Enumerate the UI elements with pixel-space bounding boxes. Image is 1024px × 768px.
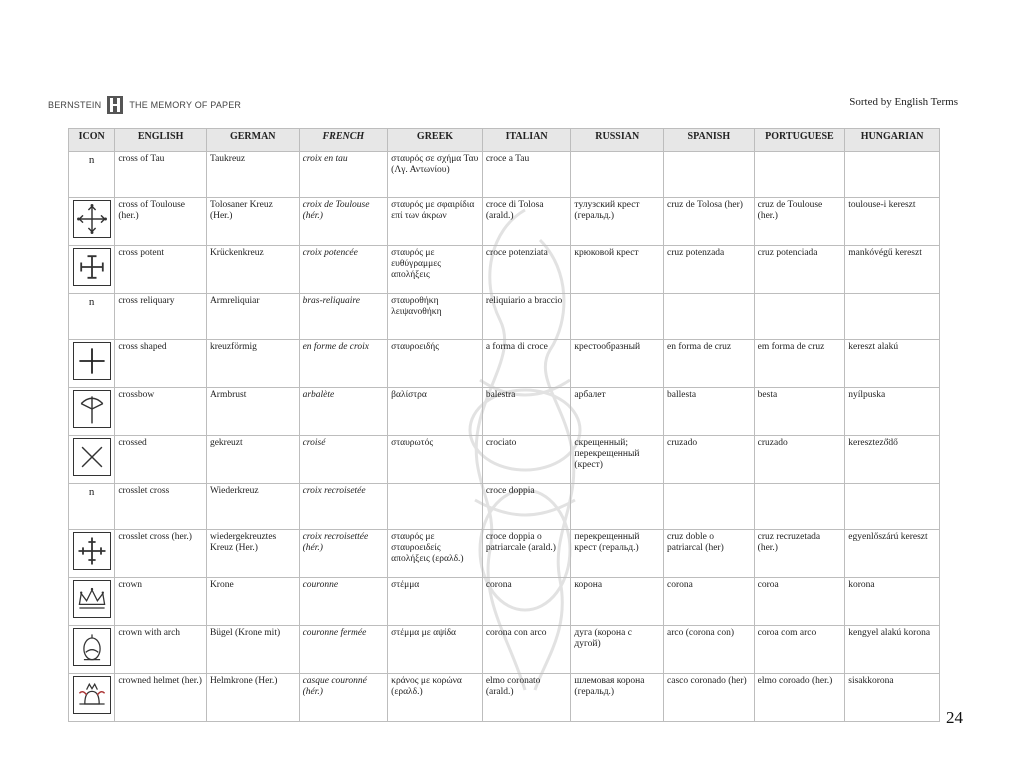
icon-cell: [69, 198, 115, 246]
cell-greek: κράνος με κορώνα (εραλδ.): [388, 674, 483, 722]
icon-cell: [69, 246, 115, 294]
column-header-hungarian: HUNGARIAN: [845, 129, 940, 152]
column-header-icon: ICON: [69, 129, 115, 152]
icon-cell: [69, 484, 115, 530]
icon-cell: [69, 152, 115, 198]
cell-english: crossbow: [115, 388, 207, 436]
table-header-row: [69, 129, 940, 152]
cell-german: kreuzförmig: [206, 340, 299, 388]
cell-italian: croce potenziata: [482, 246, 571, 294]
icon-letter: n: [88, 296, 95, 308]
cell-french: croix de Toulouse (hér.): [299, 198, 388, 246]
icon-cell: [69, 578, 115, 626]
icon-cell: [69, 436, 115, 484]
column-header-german: GERMAN: [206, 129, 299, 152]
cell-spanish: arco (corona con): [664, 626, 755, 674]
cell-german: Armbrust: [206, 388, 299, 436]
cell-greek: σταυροειδής: [388, 340, 483, 388]
cell-italian: croce doppia o patriarcale (arald.): [482, 530, 571, 578]
cell-italian: elmo coronato (arald.): [482, 674, 571, 722]
cell-russian: шлемовая корона (геральд.): [571, 674, 664, 722]
cell-hungarian: egyenlőszárú kereszt: [845, 530, 940, 578]
crossbow-icon: [73, 390, 111, 428]
cell-french: croix recroisettée (hér.): [299, 530, 388, 578]
cell-spanish: en forma de cruz: [664, 340, 755, 388]
table-row: [69, 484, 940, 530]
cell-portuguese: [754, 484, 845, 530]
cell-greek: σταυρός με ευθύγραμμες απολήξεις: [388, 246, 483, 294]
cell-english: crown with arch: [115, 626, 207, 674]
column-header-greek: GREEK: [388, 129, 483, 152]
cell-italian: corona con arco: [482, 626, 571, 674]
cell-portuguese: besta: [754, 388, 845, 436]
cell-spanish: casco coronado (her): [664, 674, 755, 722]
table-row: [69, 626, 940, 674]
cell-portuguese: cruz potenciada: [754, 246, 845, 294]
column-header-italian: ITALIAN: [482, 129, 571, 152]
page-number: 24: [946, 708, 963, 727]
cell-spanish: [664, 152, 755, 198]
cell-hungarian: kengyel alakú korona: [845, 626, 940, 674]
cell-russian: арбалет: [571, 388, 664, 436]
cell-russian: скрещенный; перекрещенный (крест): [571, 436, 664, 484]
cell-spanish: [664, 484, 755, 530]
cell-french: croix recroisetée: [299, 484, 388, 530]
cell-hungarian: mankóvégű kereszt: [845, 246, 940, 294]
cell-spanish: cruz potenzada: [664, 246, 755, 294]
cell-german: Krone: [206, 578, 299, 626]
cell-russian: крюковой крест: [571, 246, 664, 294]
cell-spanish: cruz de Tolosa (her): [664, 198, 755, 246]
cell-italian: balestra: [482, 388, 571, 436]
crossed-icon: [73, 438, 111, 476]
cell-portuguese: cruzado: [754, 436, 845, 484]
table-row: [69, 578, 940, 626]
column-header-french: FRENCH: [299, 129, 388, 152]
crowned-helmet-icon: [73, 676, 111, 714]
cross-shaped-icon: [73, 342, 111, 380]
cell-german: Bügel (Krone mit): [206, 626, 299, 674]
cell-french: couronne: [299, 578, 388, 626]
cell-italian: crociato: [482, 436, 571, 484]
cell-portuguese: coroa com arco: [754, 626, 845, 674]
cell-hungarian: korona: [845, 578, 940, 626]
table-row: [69, 674, 940, 722]
crosslet-cross-icon: [73, 532, 111, 570]
document-header: [48, 96, 958, 120]
cell-german: Tolosaner Kreuz (Her.): [206, 198, 299, 246]
cell-english: crowned helmet (her.): [115, 674, 207, 722]
icon-cell: [69, 294, 115, 340]
cell-french: casque couronné (hér.): [299, 674, 388, 722]
crown-with-arch-icon: [73, 628, 111, 666]
cell-russian: тулузский крест (геральд.): [571, 198, 664, 246]
cell-english: crosslet cross: [115, 484, 207, 530]
sort-label: Sorted by English Terms: [849, 96, 958, 108]
cell-french: croix potencée: [299, 246, 388, 294]
cell-greek: σταυρός με σταυροειδείς απολήξεις (εραλδ.): [388, 530, 483, 578]
cell-spanish: [664, 294, 755, 340]
cell-spanish: cruzado: [664, 436, 755, 484]
cell-hungarian: nyílpuska: [845, 388, 940, 436]
cell-spanish: corona: [664, 578, 755, 626]
icon-cell: [69, 674, 115, 722]
icon-letter: n: [88, 154, 95, 166]
cell-hungarian: kereszt alakú: [845, 340, 940, 388]
cell-german: gekreuzt: [206, 436, 299, 484]
cell-portuguese: em forma de cruz: [754, 340, 845, 388]
cell-russian: [571, 152, 664, 198]
cell-german: Wiederkreuz: [206, 484, 299, 530]
table-row: [69, 388, 940, 436]
cell-portuguese: [754, 294, 845, 340]
logo-text-left: BERNSTEIN: [48, 100, 102, 110]
cross-of-toulouse-icon: [73, 200, 111, 238]
cell-italian: a forma di croce: [482, 340, 571, 388]
cell-greek: σταυρός σε σχήμα Ταυ (Λγ. Αντωνίου): [388, 152, 483, 198]
cell-portuguese: coroa: [754, 578, 845, 626]
logo-mark-icon: [107, 96, 123, 114]
table-body: [69, 152, 940, 722]
column-header-russian: RUSSIAN: [571, 129, 664, 152]
cell-english: cross potent: [115, 246, 207, 294]
table-row: [69, 530, 940, 578]
table-row: [69, 198, 940, 246]
cell-french: bras-reliquaire: [299, 294, 388, 340]
cell-english: cross of Toulouse (her.): [115, 198, 207, 246]
column-header-spanish: SPANISH: [664, 129, 755, 152]
cell-german: wiedergekreuztes Kreuz (Her.): [206, 530, 299, 578]
cell-english: cross shaped: [115, 340, 207, 388]
table-row: [69, 152, 940, 198]
icon-cell: [69, 530, 115, 578]
cell-greek: στέμμα: [388, 578, 483, 626]
column-header-portuguese: PORTUGUESE: [754, 129, 845, 152]
cell-hungarian: [845, 152, 940, 198]
cell-italian: croce di Tolosa (arald.): [482, 198, 571, 246]
cell-portuguese: cruz recruzetada (her.): [754, 530, 845, 578]
table-row: [69, 294, 940, 340]
bernstein-logo: [48, 96, 241, 114]
icon-cell: [69, 388, 115, 436]
cell-italian: reliquiario a braccio: [482, 294, 571, 340]
table-row: [69, 340, 940, 388]
cell-greek: βαλίστρα: [388, 388, 483, 436]
cell-english: cross of Tau: [115, 152, 207, 198]
icon-cell: [69, 340, 115, 388]
cell-german: Armreliquiar: [206, 294, 299, 340]
cell-hungarian: [845, 484, 940, 530]
cell-french: croisé: [299, 436, 388, 484]
cell-russian: [571, 484, 664, 530]
cell-portuguese: [754, 152, 845, 198]
cell-english: crosslet cross (her.): [115, 530, 207, 578]
cell-greek: σταυρωτός: [388, 436, 483, 484]
cell-hungarian: keresztező̈dő: [845, 436, 940, 484]
cell-greek: στέμμα με αψίδα: [388, 626, 483, 674]
cell-italian: corona: [482, 578, 571, 626]
cell-russian: дуга (корона с дугой): [571, 626, 664, 674]
cell-italian: croce a Tau: [482, 152, 571, 198]
crown-icon: [73, 580, 111, 618]
cell-greek: [388, 484, 483, 530]
cell-english: crossed: [115, 436, 207, 484]
cell-italian: croce doppia: [482, 484, 571, 530]
cell-german: Krückenkreuz: [206, 246, 299, 294]
cell-english: crown: [115, 578, 207, 626]
cell-russian: [571, 294, 664, 340]
cross-potent-icon: [73, 248, 111, 286]
cell-french: en forme de croix: [299, 340, 388, 388]
cell-spanish: cruz doble o patriarcal (her): [664, 530, 755, 578]
logo-text-right: THE MEMORY OF PAPER: [129, 100, 242, 110]
cell-portuguese: cruz de Toulouse (her.): [754, 198, 845, 246]
icon-letter: n: [88, 486, 95, 498]
cell-german: Helmkrone (Her.): [206, 674, 299, 722]
cell-greek: σταυρός με σφαιρίδια επί των άκρων: [388, 198, 483, 246]
cell-french: croix en tau: [299, 152, 388, 198]
cell-greek: σταυροθήκη λειψανοθήκη: [388, 294, 483, 340]
cell-russian: крестообразный: [571, 340, 664, 388]
cell-spanish: ballesta: [664, 388, 755, 436]
table-row: [69, 246, 940, 294]
cell-french: couronne fermée: [299, 626, 388, 674]
cell-russian: корона: [571, 578, 664, 626]
cell-french: arbalète: [299, 388, 388, 436]
icon-cell: [69, 626, 115, 674]
cell-english: cross reliquary: [115, 294, 207, 340]
column-header-english: ENGLISH: [115, 129, 207, 152]
cell-russian: перекрещенный крест (геральд.): [571, 530, 664, 578]
cell-hungarian: toulouse-i kereszt: [845, 198, 940, 246]
cell-hungarian: sisakkorona: [845, 674, 940, 722]
cell-portuguese: elmo coroado (her.): [754, 674, 845, 722]
cell-hungarian: [845, 294, 940, 340]
cell-german: Taukreuz: [206, 152, 299, 198]
table-row: [69, 436, 940, 484]
terms-table: [68, 128, 940, 722]
